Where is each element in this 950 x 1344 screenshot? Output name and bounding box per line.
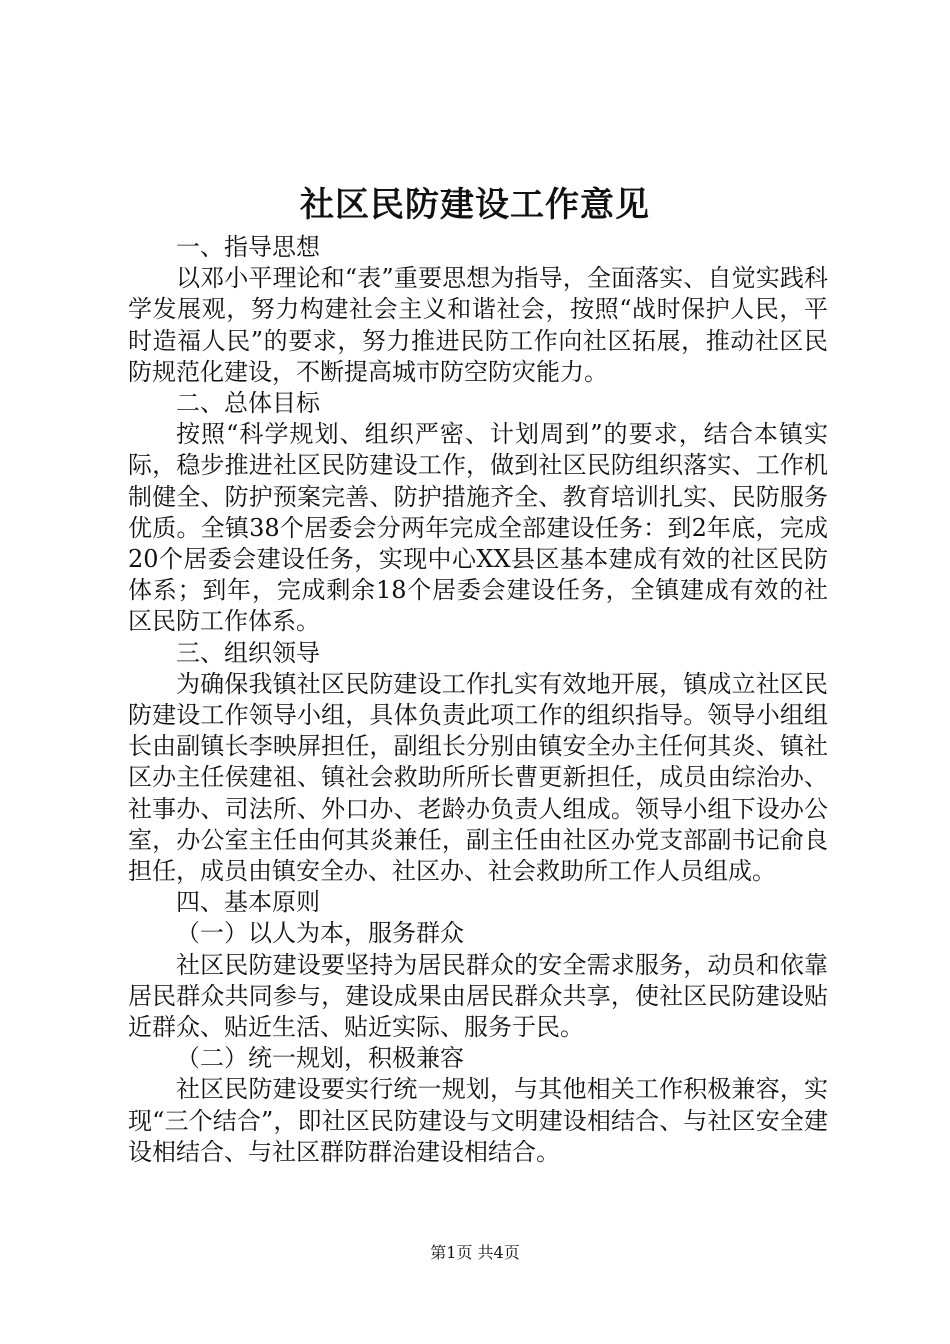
document-body [128, 232, 828, 1168]
body-paragraph: 以邓小平理论和“表”重要思想为指导，全面落实、自觉实践科学发展观，努力构建社会主义和谐社会，按照“战时保护人民，平时造福人民”的要求，努力推进民防工作向社区拓展，推动社区民防规范化建设，不断提高城市防空防灾能力。 [128, 264, 828, 386]
page-footer: 第1页 共4页 [430, 1243, 520, 1262]
section-heading: 一、指导思想 [176, 233, 320, 261]
body-paragraph: 社区民防建设要实行统一规划，与其他相关工作积极兼容，实现“三个结合”，即社区民防建设与文明建设相结合、与社区安全建设相结合、与社区群防群治建设相结合。 [128, 1075, 828, 1166]
section-heading: 二、总体目标 [176, 389, 320, 418]
section-heading: 三、组织领导 [176, 638, 320, 667]
section-heading: 四、基本原则 [176, 888, 320, 917]
body-paragraph: 社区民防建设要坚持为居民群众的安全需求服务，动员和依靠居民群众共同参与，建设成果由居民群众共享，使社区民防建设贴近群众、贴近生活、贴近实际、服务于民。 [128, 950, 828, 1042]
body-paragraph: 为确保我镇社区民防建设工作扎实有效地开展，镇成立社区民防建设工作领导小组，具体负责此项工作的组织指导。领导小组组长由副镇长李映屏担任，副组长分别由镇安全办主任何其炎、镇社区办主任侯建祖、镇社会救助所所长曹更新担任，成员由综治办、社事办、司法所、外口办、老龄办负责人组成。领导小组下设办公室，办公室主任由何其炎兼任，副主任由社区办党支部副书记俞良担任，成员由镇安全办、社区办、社会救助所工作人员组成。 [128, 669, 828, 886]
document-title: 社区民防建设工作意见 [300, 185, 650, 225]
subsection-heading: （一）以人为本，服务群众 [176, 919, 464, 948]
body-paragraph: 按照“科学规划、组织严密、计划周到”的要求，结合本镇实际，稳步推进社区民防建设工作，做到社区民防组织落实、工作机制健全、防护预案完善、防护措施齐全、教育培训扎实、民防服务优质。全镇38个居委会分两年完成全部建设任务：到2年底，完成20个居委会建设任务，实现中心XX县区基本建成有效的社区民防体系；到年，完成剩余18个居委会建设任务，全镇建成有效的社区民防工作体系。 [128, 420, 828, 636]
subsection-heading: （二）统一规划，积极兼容 [176, 1044, 464, 1073]
